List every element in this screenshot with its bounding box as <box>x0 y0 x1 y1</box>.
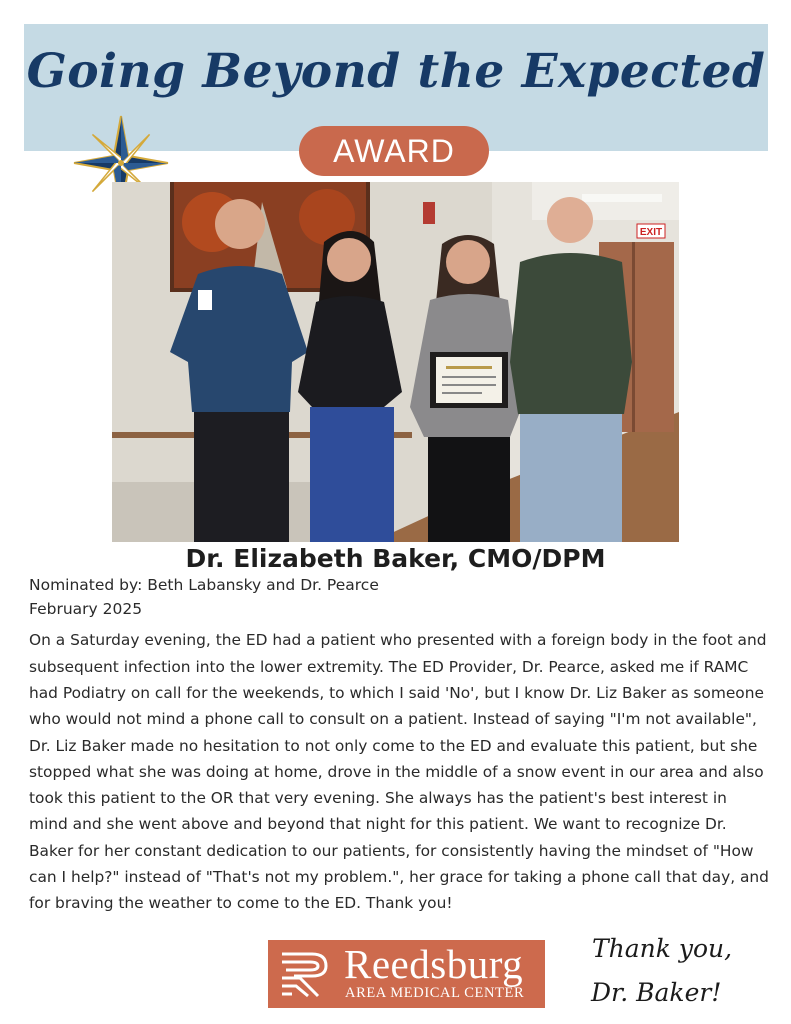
award-title: Going Beyond the Expected <box>26 44 766 99</box>
nominated-by: Nominated by: Beth Labansky and Dr. Pearce <box>29 576 379 594</box>
award-photo <box>112 182 679 542</box>
logo-subtitle: AREA MEDICAL CENTER <box>345 985 525 1001</box>
nomination-story: On a Saturday evening, the ED had a patient who presented with a foreign body in the foot and subsequent infection into the lower extremity. The ED Provider, Dr. Pearce, asked me if RAMC had Podiatry on call for the weekends, to which I said 'No', but I know Dr. Liz Baker as someone who would not mind a phone call to consult on a patient. Instead of saying "I'm not available", Dr. Liz Baker made no hesitation to not only come to the ED and evaluate this patient, but she stopped what she was doing at home, drove in the middle of a snow event in our area and also took this patient to the OR that very evening. She always has the patient's best interest in mind and she went above and beyond that night for this patient. We want to recognize Dr. Baker for her constant dedication to our patients, for consistently having the mindset of "How can I help?" instead of "That's not my problem.", her grace for taking a phone call that day, and for braving the weather to come to the ED. Thank you! <box>29 631 769 913</box>
award-badge: AWARD <box>299 126 489 176</box>
reedsburg-logo-mark-icon <box>278 948 332 1000</box>
reedsburg-logo <box>268 940 545 1008</box>
signoff-line-2: Dr. Baker! <box>591 978 722 1007</box>
nomination-date: February 2025 <box>29 600 143 618</box>
svg-text:EXIT: EXIT <box>639 227 663 238</box>
honoree-name: Dr. Elizabeth Baker, CMO/DPM <box>185 544 606 573</box>
signoff-line-1: Thank you, <box>592 934 733 963</box>
photo-illustration <box>112 182 679 542</box>
logo-name: Reedsburg <box>344 941 524 987</box>
